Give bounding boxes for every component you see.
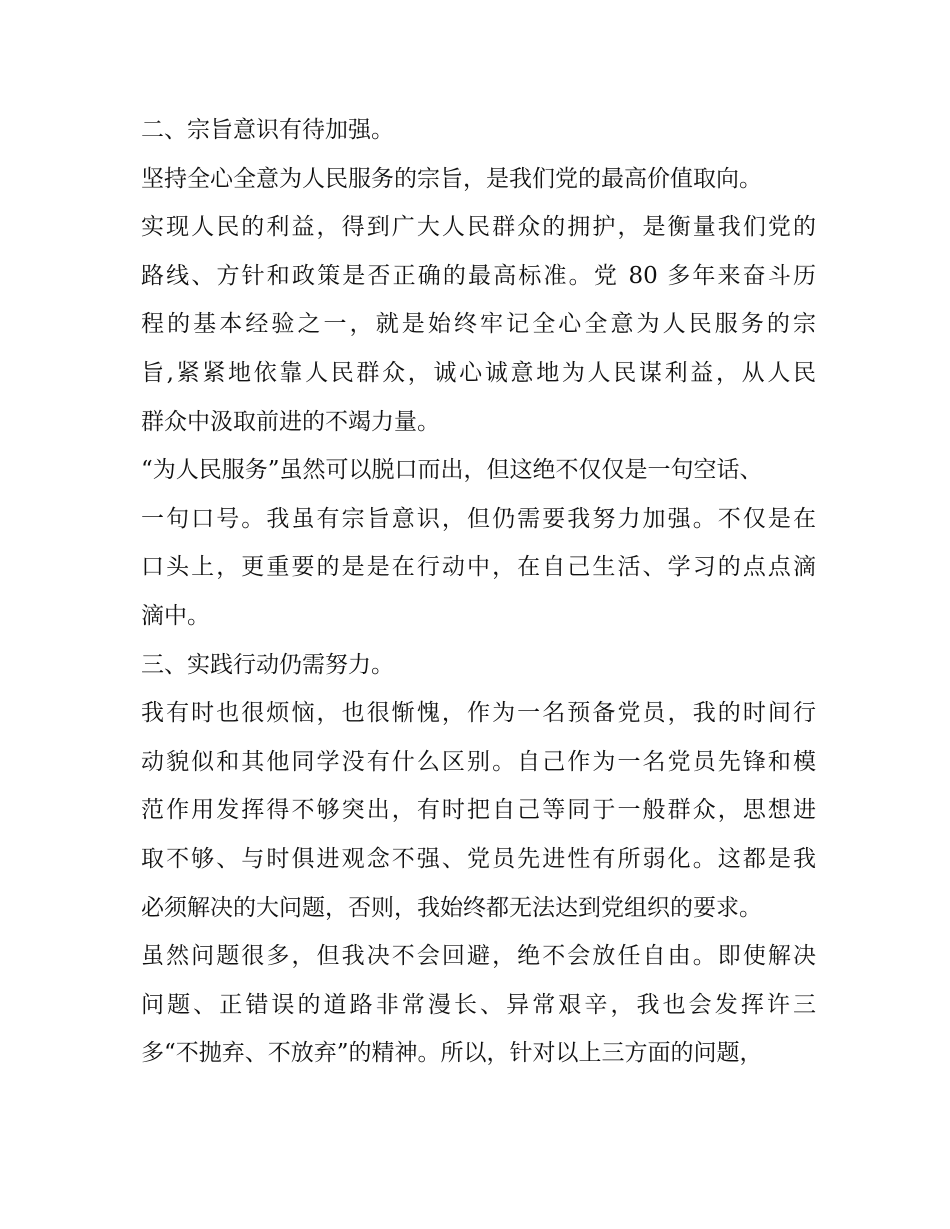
paragraph-line: 程的基本经验之一，就是始终牢记全心全意为人民服务的宗 [141,311,816,338]
document-body [141,106,816,1078]
paragraph-line: 取不够、与时俱进观念不强、党员先进性有所弱化。这都是我 [141,845,816,872]
paragraph-line: 实现人民的利益，得到广大人民群众的拥护，是衡量我们党的 [141,214,816,241]
paragraph-line: 我有时也很烦恼，也很惭愧，作为一名预备党员，我的时间行 [141,700,816,727]
paragraph-line: 路线、方针和政策是否正确的最高标准。党 80 多年来奋斗历 [141,262,816,289]
section-heading: 二、宗旨意识有待加强。 [141,117,394,143]
paragraph-line: “为人民服务”虽然可以脱口而出，但这绝不仅仅是一句空话、 [141,457,763,484]
paragraph-line: 旨,紧紧地依靠人民群众，诚心诚意地为人民谋利益，从人民 [141,359,816,386]
paragraph-line: 问题、正错误的道路非常漫长、异常艰辛，我也会发挥许三 [141,991,816,1018]
paragraph-line: 一句口号。我虽有宗旨意识，但仍需要我努力加强。不仅是在 [141,505,816,532]
paragraph-line: 虽然问题很多，但我决不会回避，绝不会放任自由。即使解决 [141,943,816,970]
paragraph-line: 范作用发挥得不够突出，有时把自己等同于一般群众，思想进 [141,797,816,824]
paragraph-line: 必须解决的大问题，否则，我始终都无法达到党组织的要求。 [141,894,762,921]
paragraph-line: 群众中汲取前进的不竭力量。 [141,408,440,435]
paragraph-line: 动貌似和其他同学没有什么区别。自己作为一名党员先锋和模 [141,748,816,775]
paragraph-line: 口头上，更重要的是是在行动中，在自己生活、学习的点点滴 [141,554,816,581]
paragraph-line: 坚持全心全意为人民服务的宗旨，是我们党的最高价值取向。 [141,165,762,192]
section-heading: 三、实践行动仍需努力。 [141,651,394,678]
paragraph-line: 多“不抛弃、不放弃”的精神。所以，针对以上三方面的问题， [141,1040,763,1067]
paragraph-line: 滴中。 [141,602,210,629]
